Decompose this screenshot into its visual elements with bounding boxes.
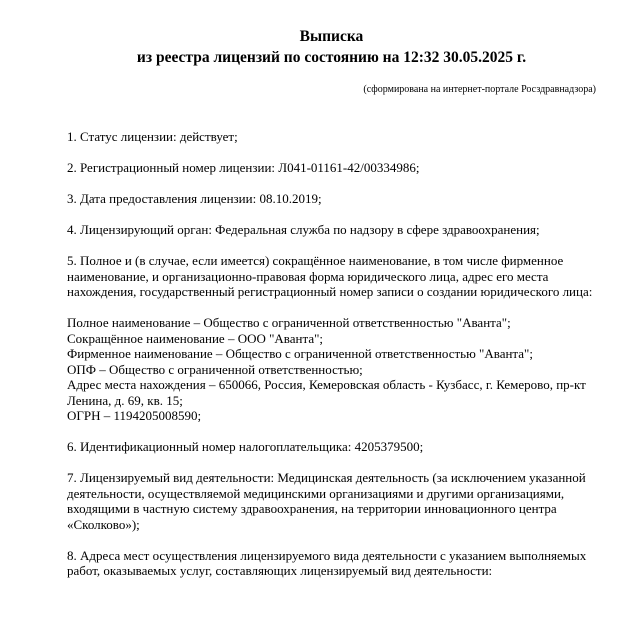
paragraph [67, 548, 596, 579]
paragraph [67, 129, 596, 145]
document-subtitle: (сформирована на интернет-портале Росздравнадзора) [363, 84, 596, 95]
paragraph-line: 2. Регистрационный номер лицензии: Л041-01161-42/00334986; [67, 160, 420, 175]
paragraph-line: 7. Лицензируемый вид деятельности: Медицинская деятельность (за исключением указанной деятельности, осуществляемой медицинскими организациями и другими организациями, входящими в частную систему здравоохранения, на территории инновационного центра «Сколково»); [67, 470, 586, 532]
paragraph-line: 3. Дата предоставления лицензии: 08.10.2019; [67, 191, 322, 206]
paragraph-line: Фирменное наименование – Общество с ограниченной ответственностью "Аванта"; [67, 346, 533, 361]
paragraph-line: 6. Идентификационный номер налогоплательщика: 4205379500; [67, 439, 424, 454]
paragraph-line: Адрес места нахождения – 650066, Россия, Кемеровская область - Кузбасс, г. Кемерово, пр-кт Ленина, д. 69, кв. 15; [67, 377, 586, 408]
paragraph [67, 439, 596, 455]
paragraph [67, 315, 596, 424]
paragraph-line: Полное наименование – Общество с ограниченной ответственностью "Аванта"; [67, 315, 511, 330]
title-line-1: Выписка [299, 28, 364, 45]
paragraph-line: 8. Адреса мест осуществления лицензируемого вида деятельности с указанием выполняемых работ, оказываемых услуг, составляющих лицензируемый вид деятельности: [67, 547, 587, 578]
paragraph [67, 470, 596, 532]
paragraph-line: Сокращённое наименование – ООО "Аванта"; [67, 330, 324, 346]
paragraph [67, 160, 596, 176]
document-body [67, 129, 596, 579]
paragraph-line: 1. Статус лицензии: действует; [67, 129, 238, 144]
paragraph-line: ОПФ – Общество с ограниченной ответственностью; [67, 361, 363, 377]
paragraph-line: ОГРН – 1194205008590; [67, 408, 202, 423]
paragraph [67, 253, 596, 300]
paragraph [67, 222, 596, 238]
paragraph-line: 4. Лицензирующий орган: Федеральная служба по надзору в сфере здравоохранения; [67, 222, 540, 237]
paragraph [67, 191, 596, 207]
paragraph-line: 5. Полное и (в случае, если имеется) сокращённое наименование, в том числе фирменное наименование, и организационно-правовая форма юридического лица, адрес его места нахождения, государственный регистрационный номер записи о создании юридического лица: [67, 253, 593, 299]
title-line-2: из реестра лицензий по состоянию на 12:32 30.05.2025 г. [136, 49, 527, 66]
document-title [67, 26, 596, 68]
